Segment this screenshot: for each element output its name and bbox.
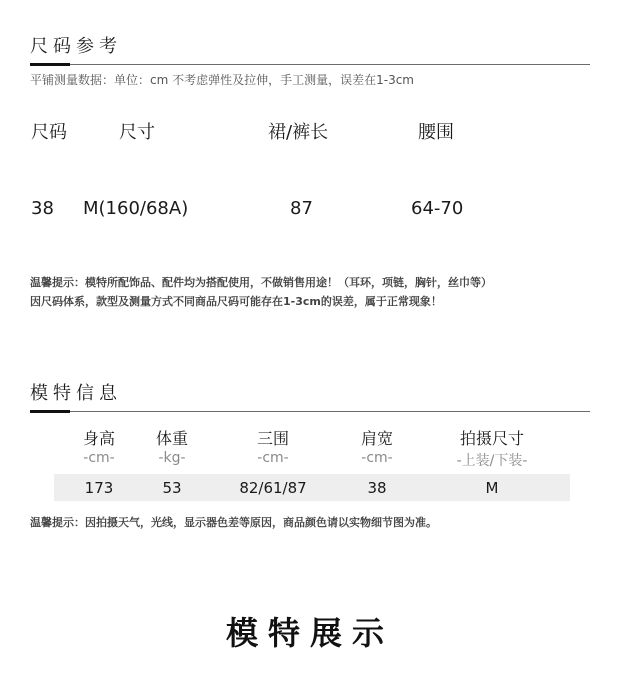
size-header-waist: 腰围 [418, 122, 454, 143]
measurement-note: 平铺测量数据：单位：cm 不考虑弹性及拉伸，手工测量，误差在1-3cm [30, 73, 414, 87]
size-section-title: 尺码参考 [30, 36, 122, 57]
size-header-dimension: 尺寸 [119, 122, 155, 143]
model-unit-weight: -kg- [158, 450, 186, 466]
model-unit-height: -cm- [83, 450, 115, 466]
size-cell-size-code: 38 [31, 198, 54, 219]
model-unit-measurements: -cm- [257, 450, 289, 466]
model-section-title: 模特信息 [30, 383, 122, 404]
model-value-measurements: 82/61/87 [239, 479, 307, 497]
size-cell-dimension: M(160/68A) [83, 198, 189, 219]
model-header-measurements: 三围 [256, 429, 289, 448]
model-value-shoulder: 38 [367, 479, 387, 497]
model-section-divider [30, 411, 590, 412]
model-header-height: 身高 [82, 429, 115, 448]
size-section-accent-bar [30, 63, 70, 66]
model-color-tip: 温馨提示：因拍摄天气，光线，显示器色差等原因，商品颜色请以实物细节图为准。 [30, 516, 437, 529]
model-header-weight: 体重 [155, 429, 188, 448]
model-header-shoulder: 肩宽 [360, 429, 393, 448]
model-header-shoot-size: 拍摄尺寸 [459, 429, 524, 448]
model-unit-shoot-size: -上装/下装- [456, 453, 528, 469]
size-tip-line-1: 温馨提示：模特所配饰品、配件均为搭配使用，不做销售用途！（耳环，项链，胸针，丝巾等） [30, 276, 492, 289]
model-section-accent-bar [30, 410, 70, 413]
size-header-length: 裙/裤长 [268, 122, 329, 143]
size-section-divider [30, 64, 590, 65]
model-value-height: 173 [84, 479, 114, 497]
model-unit-shoulder: -cm- [361, 450, 393, 466]
model-value-weight: 53 [162, 479, 182, 497]
size-header-size-code: 尺码 [31, 122, 67, 143]
model-showcase-title: 模特展示 [225, 614, 394, 652]
size-cell-length: 87 [290, 198, 313, 219]
size-cell-waist: 64-70 [411, 198, 464, 219]
size-tip-line-2: 因尺码体系，款型及测量方式不同商品尺码可能存在1-3cm的误差，属于正常现象！ [30, 295, 442, 308]
model-value-shoot-size: M [485, 479, 499, 497]
